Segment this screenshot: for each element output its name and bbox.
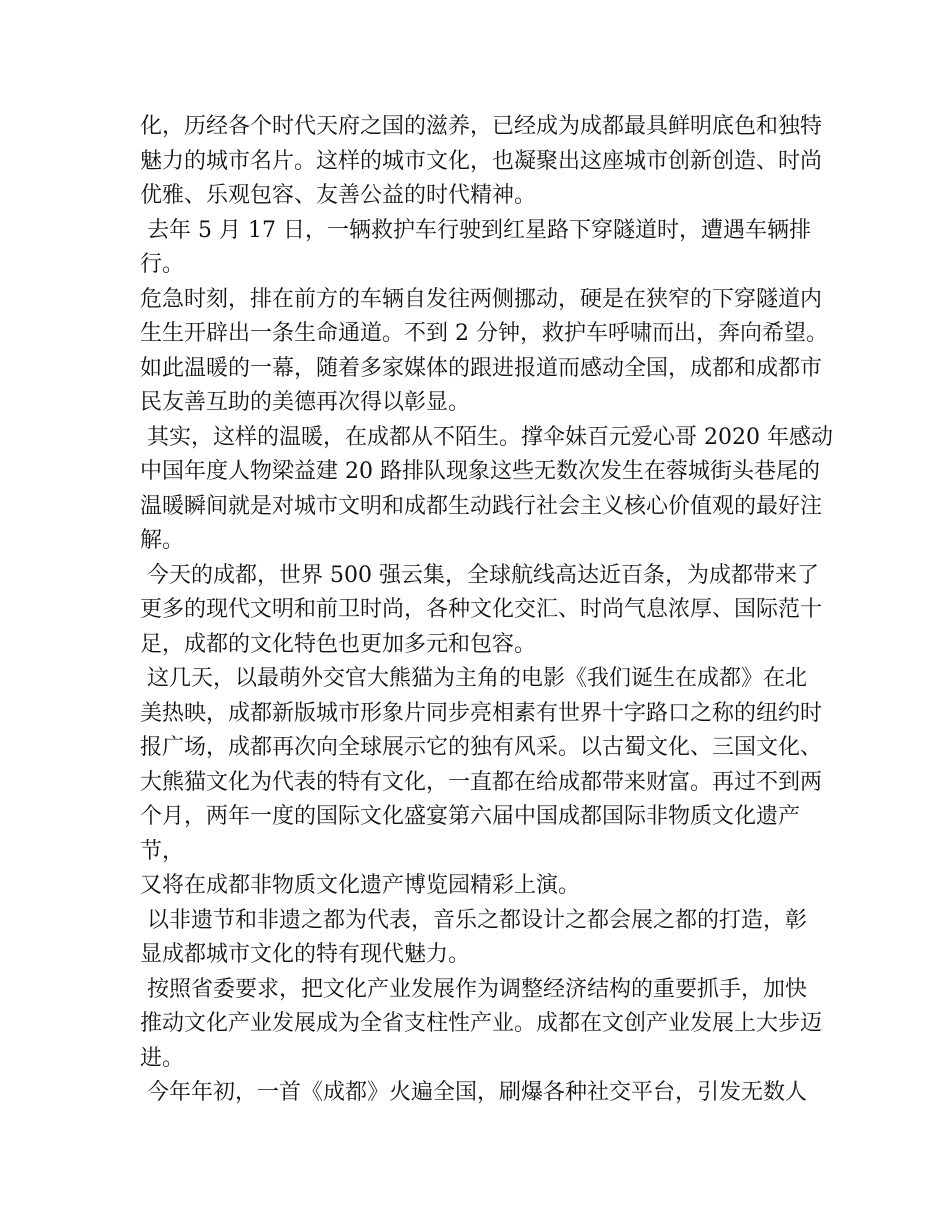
- paragraph-city-culture: 化，历经各个时代天府之国的滋养，已经成为成都最具鲜明底色和独特 魅力的城市名片。这样的城市文化，也凝聚出这座城市创新创造、时尚 优雅、乐观包容、友善公益的时代精神。: [140, 114, 823, 208]
- paragraph-ambulance-story: 去年 5 月 17 日，一辆救护车行驶到红星路下穿隧道时，遭遇车辆排行。 危急时刻，排在前方的车辆自发往两侧挪动，硬是在狭窄的下穿隧道内 生生开辟出一条生命通道。不到 2 分钟，救护车呼啸而出，奔向希望。 如此温暖的一幕，随着多家媒体的跟进报道而感动全国，成都和成都市 民友善互助的美德再次得以彰显。: [140, 217, 828, 415]
- article-body: [140, 110, 840, 1111]
- paragraph-chengdu-song: 今年年初，一首《成都》火遍全国，刷爆各种社交平台，引发无数人: [140, 1080, 808, 1105]
- paragraph-warmth-examples: 其实，这样的温暖，在成都从不陌生。撑伞妹百元爱心哥 2020 年感动 中国年度人物梁益建 20 路排队现象这些无数次发生在蓉城街头巷尾的 温暖瞬间就是对城市文明和成都生动践行社会主义核心价值观的最好注 解。: [140, 424, 833, 553]
- paragraph-modern-chengdu: 今天的成都，世界 500 强云集，全球航线高达近百条，为成都带来了 更多的现代文明和前卫时尚，各种文化交汇、时尚气息浓厚、国际范十 足，成都的文化特色也更加多元和包容。: [140, 562, 823, 657]
- paragraph-cultural-industry: 按照省委要求，把文化产业发展作为调整经济结构的重要抓手，加快 推动文化产业发展成为全省支柱性产业。成都在文创产业发展上大步迈 进。: [140, 976, 823, 1071]
- paragraph-panda-film: 这几天，以最萌外交官大熊猫为主角的电影《我们诞生在成都》在北 美热映，成都新版城市形象片同步亮相素有世界十字路口之称的纽约时 报广场，成都再次向全球展示它的独有风采。以古蜀文化、三国文化、 大熊猫文化为代表的特有文化，一直都在给成都带来财富。再过不到两 个月，两年一度的国际文化盛宴第六届中国成都国际非物质文化遗产节， 又将在成都非物质文化遗产博览园精彩上演。: [140, 666, 823, 898]
- paragraph-intangible-heritage: 以非遗节和非遗之都为代表，音乐之都设计之都会展之都的打造，彰 显成都城市文化的特有现代魅力。: [140, 907, 808, 967]
